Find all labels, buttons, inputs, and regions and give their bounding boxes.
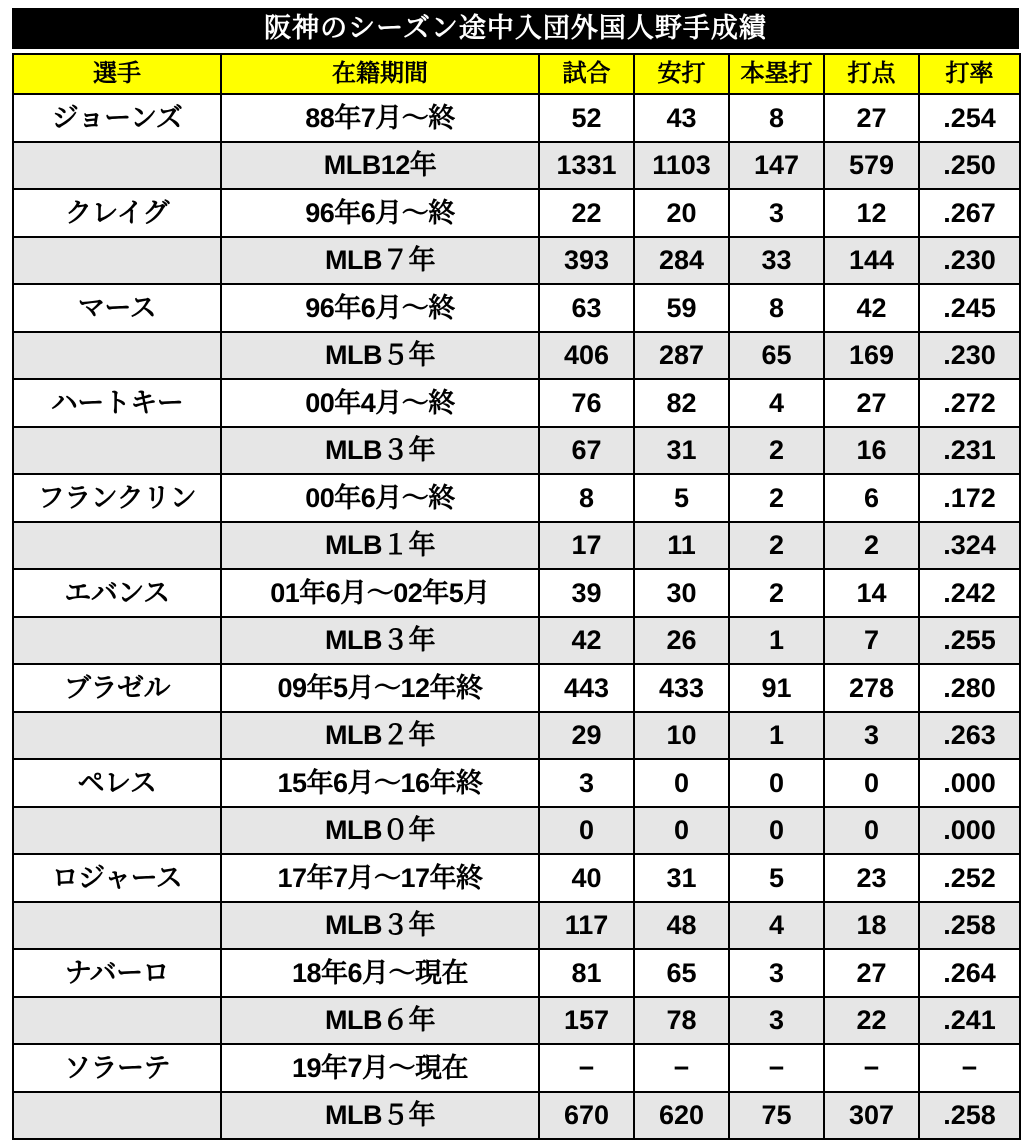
cell-player: フランクリン [13, 474, 221, 522]
cell-player [13, 902, 221, 949]
cell-rbi: 278 [824, 664, 919, 712]
cell-games: 42 [539, 617, 634, 664]
cell-games: 3 [539, 759, 634, 807]
table-body [13, 94, 1020, 1139]
cell-player: ペレス [13, 759, 221, 807]
cell-average: .258 [919, 1092, 1020, 1139]
table-row [13, 997, 1020, 1044]
cell-average: .000 [919, 759, 1020, 807]
table-row [13, 522, 1020, 569]
cell-games: 1331 [539, 142, 634, 189]
page-title: 阪神のシーズン途中入団外国人野手成績 [12, 8, 1019, 49]
cell-average: .245 [919, 284, 1020, 332]
cell-period: 88年7月〜終 [221, 94, 539, 142]
cell-rbi: 12 [824, 189, 919, 237]
cell-period: 00年4月〜終 [221, 379, 539, 427]
cell-rbi: 169 [824, 332, 919, 379]
table-row [13, 1044, 1020, 1092]
cell-games: 0 [539, 807, 634, 854]
cell-rbi: 42 [824, 284, 919, 332]
cell-hits: 31 [634, 854, 729, 902]
cell-games: 117 [539, 902, 634, 949]
cell-rbi: 27 [824, 94, 919, 142]
cell-homeruns: 2 [729, 427, 824, 474]
cell-period: MLB６年 [221, 997, 539, 1044]
cell-period: 96年6月〜終 [221, 284, 539, 332]
table-row [13, 807, 1020, 854]
cell-player [13, 807, 221, 854]
cell-period: MLB０年 [221, 807, 539, 854]
cell-average: .231 [919, 427, 1020, 474]
cell-homeruns: − [729, 1044, 824, 1092]
cell-period: MLB２年 [221, 712, 539, 759]
cell-hits: 620 [634, 1092, 729, 1139]
cell-average: .000 [919, 807, 1020, 854]
table-row [13, 854, 1020, 902]
cell-period: MLB５年 [221, 1092, 539, 1139]
cell-player [13, 522, 221, 569]
cell-games: 393 [539, 237, 634, 284]
cell-period: MLB３年 [221, 902, 539, 949]
table-row [13, 237, 1020, 284]
cell-hits: 10 [634, 712, 729, 759]
cell-player [13, 1092, 221, 1139]
table-row [13, 142, 1020, 189]
cell-period: 09年5月〜12年終 [221, 664, 539, 712]
cell-games: 67 [539, 427, 634, 474]
cell-hits: 20 [634, 189, 729, 237]
table-header [13, 54, 1020, 94]
cell-hits: 82 [634, 379, 729, 427]
cell-homeruns: 2 [729, 569, 824, 617]
cell-period: MLB５年 [221, 332, 539, 379]
cell-average: .267 [919, 189, 1020, 237]
cell-hits: 287 [634, 332, 729, 379]
cell-rbi: 23 [824, 854, 919, 902]
cell-period: MLB７年 [221, 237, 539, 284]
cell-games: 76 [539, 379, 634, 427]
cell-average: .250 [919, 142, 1020, 189]
cell-homeruns: 147 [729, 142, 824, 189]
cell-average: .272 [919, 379, 1020, 427]
cell-hits: 65 [634, 949, 729, 997]
cell-player: ソラーテ [13, 1044, 221, 1092]
cell-homeruns: 1 [729, 712, 824, 759]
cell-player: ジョーンズ [13, 94, 221, 142]
column-header-homeruns: 本塁打 [729, 54, 824, 94]
stats-table [12, 53, 1021, 1140]
cell-rbi: 27 [824, 379, 919, 427]
cell-player: エバンス [13, 569, 221, 617]
column-header-games: 試合 [539, 54, 634, 94]
cell-player: マース [13, 284, 221, 332]
cell-rbi: 3 [824, 712, 919, 759]
cell-player [13, 617, 221, 664]
cell-average: − [919, 1044, 1020, 1092]
cell-rbi: − [824, 1044, 919, 1092]
cell-games: 52 [539, 94, 634, 142]
cell-average: .258 [919, 902, 1020, 949]
cell-games: 157 [539, 997, 634, 1044]
cell-rbi: 7 [824, 617, 919, 664]
cell-games: − [539, 1044, 634, 1092]
table-row [13, 759, 1020, 807]
cell-games: 17 [539, 522, 634, 569]
cell-period: MLB１年 [221, 522, 539, 569]
cell-games: 8 [539, 474, 634, 522]
cell-player: クレイグ [13, 189, 221, 237]
cell-average: .255 [919, 617, 1020, 664]
cell-rbi: 6 [824, 474, 919, 522]
cell-games: 29 [539, 712, 634, 759]
cell-rbi: 27 [824, 949, 919, 997]
cell-homeruns: 2 [729, 474, 824, 522]
cell-games: 40 [539, 854, 634, 902]
cell-games: 22 [539, 189, 634, 237]
cell-homeruns: 0 [729, 807, 824, 854]
cell-rbi: 22 [824, 997, 919, 1044]
table-row [13, 94, 1020, 142]
cell-homeruns: 5 [729, 854, 824, 902]
cell-hits: 0 [634, 807, 729, 854]
column-header-rbi: 打点 [824, 54, 919, 94]
cell-homeruns: 3 [729, 189, 824, 237]
cell-rbi: 14 [824, 569, 919, 617]
cell-rbi: 579 [824, 142, 919, 189]
cell-homeruns: 1 [729, 617, 824, 664]
column-header-period: 在籍期間 [221, 54, 539, 94]
table-row [13, 949, 1020, 997]
cell-hits: 433 [634, 664, 729, 712]
cell-hits: 48 [634, 902, 729, 949]
cell-rbi: 16 [824, 427, 919, 474]
cell-hits: 43 [634, 94, 729, 142]
cell-average: .172 [919, 474, 1020, 522]
cell-period: 15年6月〜16年終 [221, 759, 539, 807]
table-row [13, 617, 1020, 664]
cell-player [13, 142, 221, 189]
cell-rbi: 0 [824, 759, 919, 807]
cell-homeruns: 3 [729, 997, 824, 1044]
table-row [13, 902, 1020, 949]
cell-period: 18年6月〜現在 [221, 949, 539, 997]
cell-hits: 284 [634, 237, 729, 284]
cell-player [13, 997, 221, 1044]
cell-hits: 31 [634, 427, 729, 474]
cell-average: .242 [919, 569, 1020, 617]
cell-games: 81 [539, 949, 634, 997]
cell-player: ナバーロ [13, 949, 221, 997]
cell-hits: 5 [634, 474, 729, 522]
table-row [13, 379, 1020, 427]
cell-hits: 78 [634, 997, 729, 1044]
cell-homeruns: 2 [729, 522, 824, 569]
cell-average: .324 [919, 522, 1020, 569]
cell-period: 19年7月〜現在 [221, 1044, 539, 1092]
column-header-average: 打率 [919, 54, 1020, 94]
cell-hits: 59 [634, 284, 729, 332]
cell-homeruns: 3 [729, 949, 824, 997]
cell-hits: 30 [634, 569, 729, 617]
cell-rbi: 307 [824, 1092, 919, 1139]
cell-homeruns: 75 [729, 1092, 824, 1139]
column-header-hits: 安打 [634, 54, 729, 94]
cell-rbi: 2 [824, 522, 919, 569]
cell-period: 00年6月〜終 [221, 474, 539, 522]
cell-average: .280 [919, 664, 1020, 712]
header-row [13, 54, 1020, 94]
cell-hits: − [634, 1044, 729, 1092]
cell-period: MLB３年 [221, 617, 539, 664]
cell-player: ハートキー [13, 379, 221, 427]
cell-games: 670 [539, 1092, 634, 1139]
cell-player [13, 427, 221, 474]
cell-average: .264 [919, 949, 1020, 997]
cell-average: .230 [919, 332, 1020, 379]
table-row [13, 332, 1020, 379]
cell-hits: 1103 [634, 142, 729, 189]
cell-player [13, 237, 221, 284]
cell-average: .254 [919, 94, 1020, 142]
cell-games: 63 [539, 284, 634, 332]
cell-hits: 0 [634, 759, 729, 807]
table-row [13, 284, 1020, 332]
table-row [13, 569, 1020, 617]
cell-period: 96年6月〜終 [221, 189, 539, 237]
cell-hits: 26 [634, 617, 729, 664]
cell-games: 406 [539, 332, 634, 379]
cell-player [13, 332, 221, 379]
table-row [13, 712, 1020, 759]
cell-homeruns: 65 [729, 332, 824, 379]
cell-player: ロジャース [13, 854, 221, 902]
cell-period: 17年7月〜17年終 [221, 854, 539, 902]
cell-rbi: 144 [824, 237, 919, 284]
table-row [13, 1092, 1020, 1139]
cell-period: MLB12年 [221, 142, 539, 189]
cell-homeruns: 8 [729, 94, 824, 142]
cell-games: 39 [539, 569, 634, 617]
cell-hits: 11 [634, 522, 729, 569]
cell-average: .241 [919, 997, 1020, 1044]
column-header-player: 選手 [13, 54, 221, 94]
cell-average: .263 [919, 712, 1020, 759]
cell-games: 443 [539, 664, 634, 712]
cell-period: MLB３年 [221, 427, 539, 474]
cell-player [13, 712, 221, 759]
cell-player: ブラゼル [13, 664, 221, 712]
cell-average: .252 [919, 854, 1020, 902]
table-row [13, 189, 1020, 237]
cell-homeruns: 8 [729, 284, 824, 332]
table-row [13, 664, 1020, 712]
cell-homeruns: 33 [729, 237, 824, 284]
cell-average: .230 [919, 237, 1020, 284]
table-row [13, 474, 1020, 522]
cell-period: 01年6月〜02年5月 [221, 569, 539, 617]
cell-homeruns: 91 [729, 664, 824, 712]
cell-rbi: 18 [824, 902, 919, 949]
cell-homeruns: 4 [729, 379, 824, 427]
cell-homeruns: 4 [729, 902, 824, 949]
cell-rbi: 0 [824, 807, 919, 854]
cell-homeruns: 0 [729, 759, 824, 807]
table-row [13, 427, 1020, 474]
